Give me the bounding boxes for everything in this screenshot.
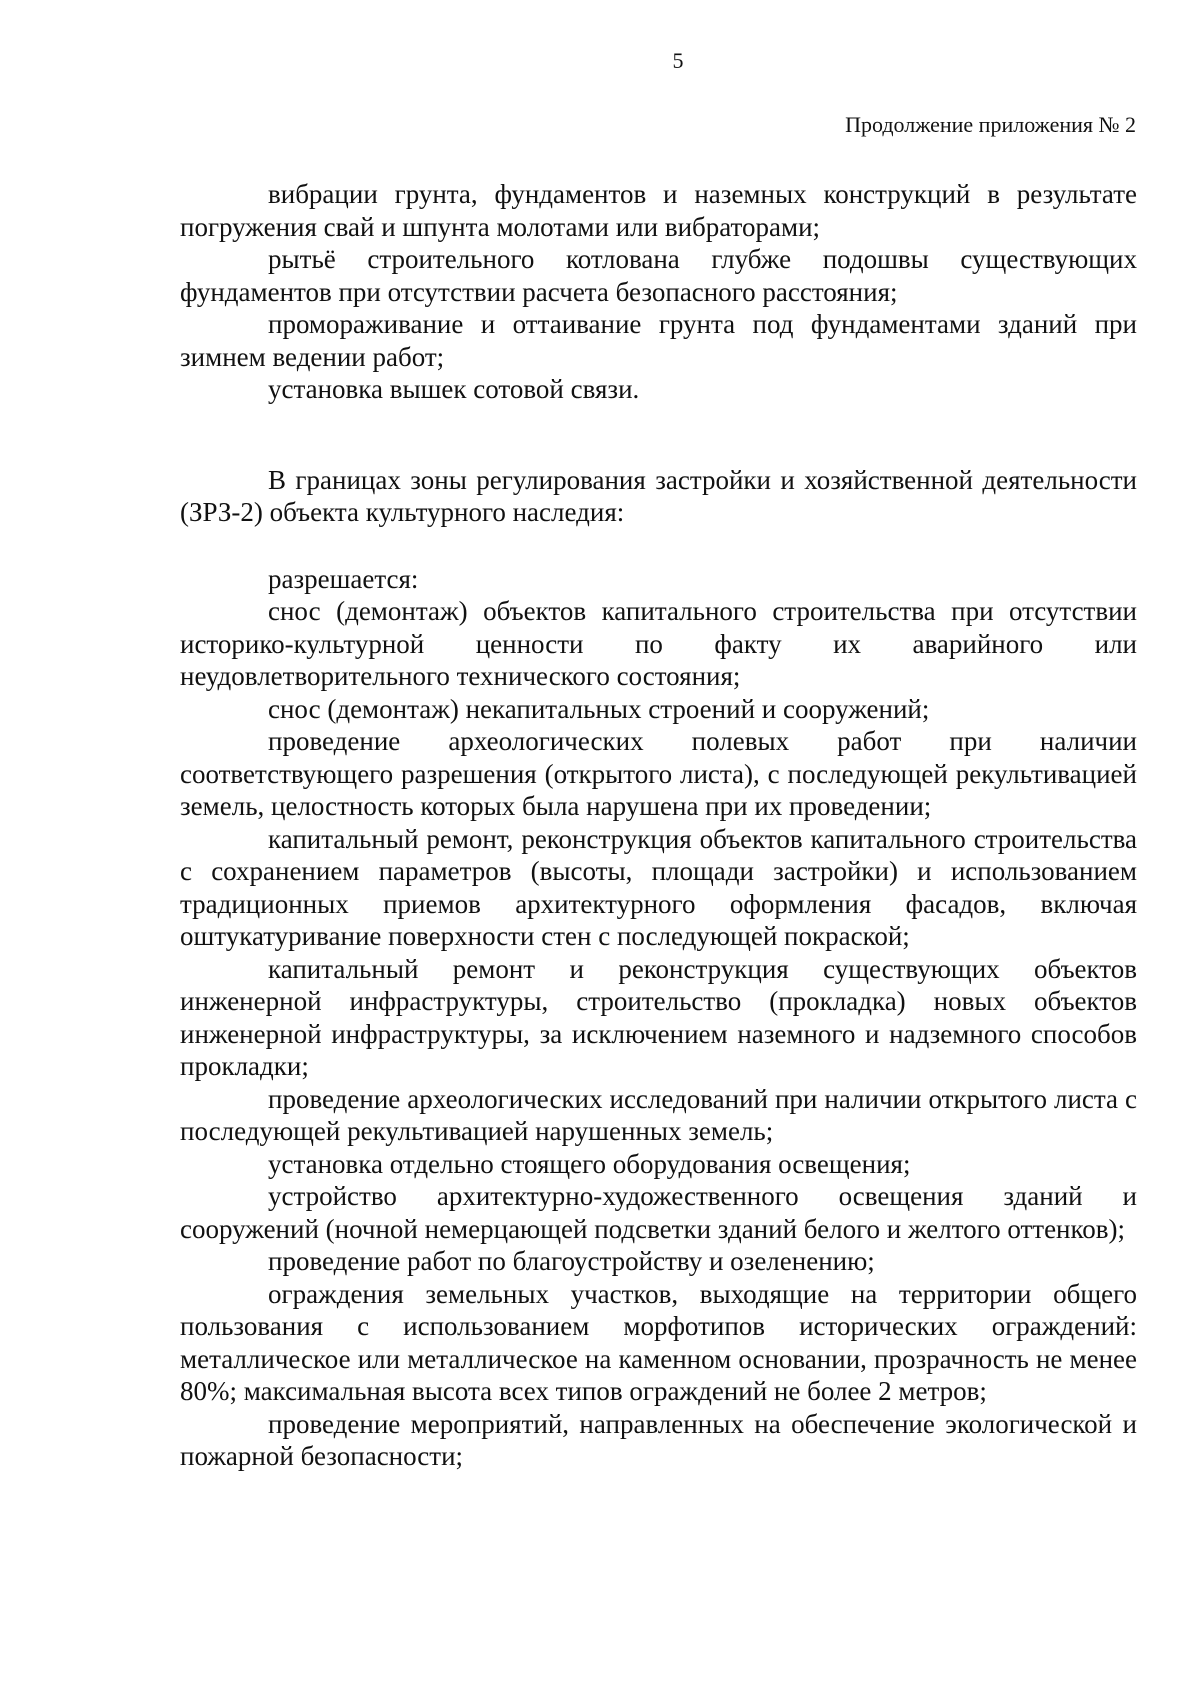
list-item: проведение работ по благоустройству и озеленению; — [268, 1246, 875, 1276]
allowed-label: разрешается: — [268, 563, 419, 594]
list-item: снос (демонтаж) объектов капитального строительства при отсутствии историко-культурной ценности по факту их аварийного или неудовлетворительного технического состояния; — [180, 596, 1137, 691]
list-item: проведение археологических полевых работ при наличии соответствующего разрешения (открытого листа), с последующей рекультивацией земель, целостность которых была нарушена при их проведении; — [180, 726, 1137, 821]
paragraph: вибрации грунта, фундаментов и наземных конструкций в результате погружения свай и шпунта молотами или вибраторами; — [180, 179, 1137, 242]
document-body — [180, 178, 1137, 1473]
list-item: капитальный ремонт и реконструкция существующих объектов инженерной инфраструктуры, строительство (прокладка) новых объектов инженерной инфраструктуры, за исключением наземного и надземного способов прокладки; — [180, 953, 1137, 1081]
page-number: 5 — [672, 48, 684, 73]
paragraph: установка вышек сотовой связи. — [268, 374, 640, 404]
zone-heading: В границах зоны регулирования застройки и хозяйственной деятельности (ЗРЗ-2) объекта культурного наследия: — [180, 464, 1137, 527]
paragraph: рытьё строительного котлована глубже подошвы существующих фундаментов при отсутствии расчета безопасного расстояния; — [180, 244, 1137, 307]
list-item: капитальный ремонт, реконструкция объектов капитального строительства с сохранением параметров (высоты, площади застройки) и использованием традиционных приемов архитектурного оформления фасадов, включая оштукатуривание поверхности стен с последующей покраской; — [180, 823, 1137, 951]
spacer — [180, 529, 1137, 563]
paragraph: промораживание и оттаивание грунта под фундаментами зданий при зимнем ведении работ; — [180, 309, 1137, 372]
list-item: ограждения земельных участков, выходящие на территории общего пользования с использованием морфотипов исторических ограждений: металлическое или металлическое на каменном основании, прозрачность не менее 80%; максимальная высота всех типов ограждений не более 2 метров; — [180, 1278, 1137, 1406]
list-item: снос (демонтаж) некапитальных строений и сооружений; — [268, 693, 930, 724]
list-item: устройство архитектурно-художественного освещения зданий и сооружений (ночной немерцающей подсветки зданий белого и желтого оттенков); — [180, 1181, 1137, 1244]
list-item: проведение мероприятий, направленных на обеспечение экологической и пожарной безопасности; — [180, 1408, 1137, 1471]
running-header: Продолжение приложения № 2 — [845, 112, 1136, 137]
list-item: установка отдельно стоящего оборудования освещения; — [268, 1148, 911, 1179]
list-item: проведение археологических исследований при наличии открытого листа с последующей рекультивацией нарушенных земель; — [180, 1083, 1137, 1146]
spacer — [180, 406, 1137, 464]
